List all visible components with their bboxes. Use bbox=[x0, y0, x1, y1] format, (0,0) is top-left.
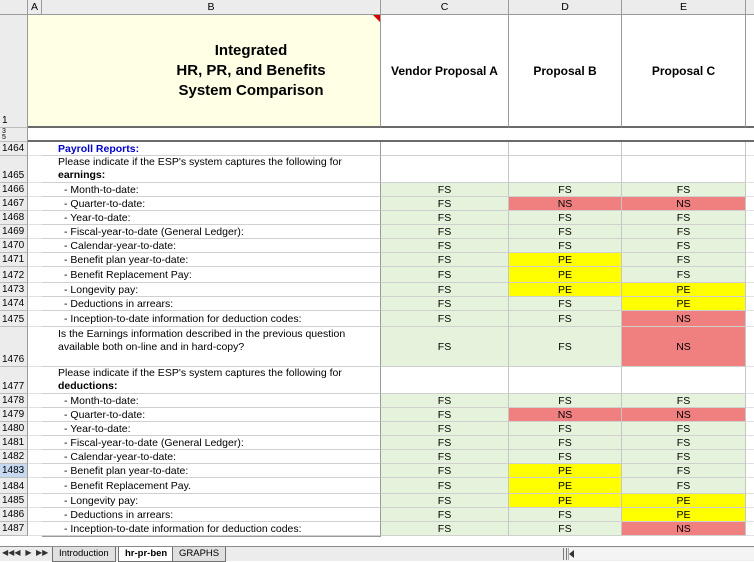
cell-f[interactable] bbox=[746, 508, 754, 522]
proposal-c-value[interactable]: FS bbox=[622, 183, 746, 197]
row-header[interactable]: 1480 bbox=[0, 422, 28, 436]
proposal-a-value[interactable]: FS bbox=[381, 478, 509, 494]
next-sheet-icon[interactable]: ▶ bbox=[25, 548, 32, 557]
report-title[interactable] bbox=[42, 15, 381, 128]
cell-a[interactable] bbox=[28, 408, 42, 422]
proposal-c-value[interactable]: FS bbox=[622, 211, 746, 225]
row-header-1[interactable]: 1 bbox=[0, 15, 28, 128]
row-header[interactable]: 1482 bbox=[0, 450, 28, 464]
row-header[interactable]: 1481 bbox=[0, 436, 28, 450]
cell-a[interactable] bbox=[28, 508, 42, 522]
cell-f[interactable] bbox=[746, 225, 754, 239]
question-cell[interactable]: - Deductions in arrears: bbox=[42, 508, 381, 522]
row-header[interactable]: 1487 bbox=[0, 522, 28, 536]
column-header-b[interactable]: B bbox=[42, 0, 381, 15]
cell-a1[interactable] bbox=[28, 15, 42, 128]
cell-a[interactable] bbox=[28, 267, 42, 283]
cell-f[interactable] bbox=[746, 267, 754, 283]
proposal-b-value[interactable]: FS bbox=[509, 239, 622, 253]
question-cell[interactable]: - Quarter-to-date: bbox=[42, 408, 381, 422]
question-cell[interactable]: - Year-to-date: bbox=[42, 422, 381, 436]
row-header[interactable]: 1476 bbox=[0, 327, 28, 367]
row-header[interactable]: 1466 bbox=[0, 183, 28, 197]
tab-introduction[interactable]: Introduction bbox=[52, 547, 116, 562]
question-cell[interactable]: - Year-to-date: bbox=[42, 211, 381, 225]
question-text: Please indicate if the ESP's system captures the following for bbox=[58, 367, 342, 379]
proposal-b-value[interactable]: FS bbox=[509, 211, 622, 225]
tab-hr-pr-ben[interactable]: hr-pr-ben bbox=[118, 547, 174, 562]
cell-f[interactable] bbox=[746, 478, 754, 494]
proposal-b-value[interactable]: PE bbox=[509, 494, 622, 508]
proposal-c-value[interactable]: FS bbox=[622, 225, 746, 239]
proposal-a-value[interactable]: FS bbox=[381, 436, 509, 450]
proposal-a-value[interactable]: FS bbox=[381, 450, 509, 464]
tab-graphs[interactable]: GRAPHS bbox=[172, 547, 226, 562]
proposal-c-header[interactable]: Proposal C bbox=[622, 15, 746, 128]
proposal-b-value[interactable]: FS bbox=[509, 422, 622, 436]
cell-a[interactable] bbox=[28, 197, 42, 211]
proposal-b-value[interactable] bbox=[509, 142, 622, 156]
title-line-2: HR, PR, and Benefits bbox=[176, 61, 326, 79]
cell-f[interactable] bbox=[746, 211, 754, 225]
proposal-a-value[interactable]: FS bbox=[381, 464, 509, 478]
cell-f[interactable] bbox=[746, 494, 754, 508]
cell-a[interactable] bbox=[28, 522, 42, 536]
proposal-a-header[interactable]: Vendor Proposal A bbox=[381, 15, 509, 128]
proposal-b-value[interactable]: FS bbox=[509, 394, 622, 408]
cell-a[interactable] bbox=[28, 156, 42, 183]
cell-f[interactable] bbox=[746, 422, 754, 436]
proposal-c-value[interactable]: PE bbox=[622, 508, 746, 522]
row-header[interactable]: 1473 bbox=[0, 283, 28, 297]
proposal-b-value[interactable]: NS bbox=[509, 408, 622, 422]
question-cell[interactable]: - Calendar-year-to-date: bbox=[42, 239, 381, 253]
question-cell[interactable]: - Benefit Replacement Pay: bbox=[42, 267, 381, 283]
cell-a[interactable] bbox=[28, 422, 42, 436]
row-header[interactable]: 1467 bbox=[0, 197, 28, 211]
proposal-b-value[interactable]: FS bbox=[509, 297, 622, 311]
proposal-b-value[interactable]: FS bbox=[509, 450, 622, 464]
cell-a[interactable] bbox=[28, 239, 42, 253]
question-text: Please indicate if the ESP's system captures the following for bbox=[58, 156, 342, 168]
row-header[interactable]: 1483 bbox=[0, 464, 28, 478]
cell-f[interactable] bbox=[746, 197, 754, 211]
cell-a[interactable] bbox=[28, 225, 42, 239]
column-header-d[interactable]: D bbox=[509, 0, 622, 15]
hidden-rows-divider bbox=[28, 128, 754, 142]
proposal-b-value[interactable]: FS bbox=[509, 225, 622, 239]
cell-a[interactable] bbox=[28, 211, 42, 225]
cell-a[interactable] bbox=[28, 283, 42, 297]
proposal-c-value[interactable]: FS bbox=[622, 253, 746, 267]
proposal-c-value[interactable]: NS bbox=[622, 522, 746, 536]
proposal-c-value[interactable] bbox=[622, 156, 746, 183]
row-header[interactable]: 1468 bbox=[0, 211, 28, 225]
cell-f[interactable] bbox=[746, 464, 754, 478]
row-header[interactable]: 1472 bbox=[0, 267, 28, 283]
question-cell[interactable]: - Quarter-to-date: bbox=[42, 197, 381, 211]
proposal-b-value[interactable]: FS bbox=[509, 436, 622, 450]
proposal-b-value[interactable]: FS bbox=[509, 327, 622, 367]
question-cell[interactable]: - Benefit plan year-to-date: bbox=[42, 464, 381, 478]
proposal-a-value[interactable] bbox=[381, 367, 509, 394]
proposal-c-value[interactable]: FS bbox=[622, 436, 746, 450]
question-cell[interactable]: - Fiscal-year-to-date (General Ledger): bbox=[42, 225, 381, 239]
column-header-e[interactable]: E bbox=[622, 0, 746, 15]
row-header[interactable]: 1470 bbox=[0, 239, 28, 253]
question-subject: earnings: bbox=[58, 169, 106, 181]
proposal-a-value[interactable] bbox=[381, 156, 509, 183]
proposal-b-value[interactable]: NS bbox=[509, 197, 622, 211]
proposal-a-value[interactable]: FS bbox=[381, 267, 509, 283]
proposal-a-value[interactable]: FS bbox=[381, 283, 509, 297]
proposal-b-value[interactable]: FS bbox=[509, 508, 622, 522]
proposal-b-value[interactable]: PE bbox=[509, 478, 622, 494]
cell-a[interactable] bbox=[28, 478, 42, 494]
proposal-c-value[interactable]: PE bbox=[622, 297, 746, 311]
row-header[interactable]: 1474 bbox=[0, 297, 28, 311]
proposal-b-value[interactable]: PE bbox=[509, 253, 622, 267]
column-header-c[interactable]: C bbox=[381, 0, 509, 15]
proposal-a-value[interactable]: FS bbox=[381, 239, 509, 253]
question-cell[interactable]: - Inception-to-date information for deduction codes: bbox=[42, 522, 381, 536]
last-sheet-icon[interactable]: ▶▶ bbox=[36, 548, 49, 557]
question-cell[interactable]: - Calendar-year-to-date: bbox=[42, 450, 381, 464]
question-subject: deductions: bbox=[58, 380, 118, 392]
cell-f1[interactable] bbox=[746, 15, 754, 128]
title-line-3: System Comparison bbox=[178, 81, 324, 99]
question-cell[interactable] bbox=[42, 156, 381, 183]
proposal-c-value[interactable] bbox=[622, 367, 746, 394]
proposal-c-value[interactable]: FS bbox=[622, 464, 746, 478]
proposal-a-value[interactable]: FS bbox=[381, 422, 509, 436]
cell-a[interactable] bbox=[28, 494, 42, 508]
cell-f[interactable] bbox=[746, 311, 754, 327]
cell-a[interactable] bbox=[28, 253, 42, 267]
proposal-c-value[interactable]: FS bbox=[622, 239, 746, 253]
cell-f[interactable] bbox=[746, 522, 754, 536]
proposal-c-value[interactable] bbox=[622, 142, 746, 156]
proposal-a-value[interactable]: FS bbox=[381, 253, 509, 267]
proposal-c-value[interactable]: NS bbox=[622, 311, 746, 327]
row-header[interactable]: 1465 bbox=[0, 156, 28, 183]
proposal-b-value[interactable]: PE bbox=[509, 283, 622, 297]
sheet-tab-bar bbox=[0, 546, 754, 561]
question-cell[interactable] bbox=[42, 367, 381, 394]
cell-a[interactable] bbox=[28, 367, 42, 394]
proposal-b-value[interactable]: FS bbox=[509, 522, 622, 536]
proposal-a-value[interactable]: FS bbox=[381, 327, 509, 367]
cell-f[interactable] bbox=[746, 297, 754, 311]
cell-a[interactable] bbox=[28, 394, 42, 408]
cell-f[interactable] bbox=[746, 253, 754, 267]
first-sheet-icon[interactable]: ◀◀ bbox=[2, 548, 15, 557]
proposal-c-value[interactable]: NS bbox=[622, 408, 746, 422]
row-header[interactable]: 1469 bbox=[0, 225, 28, 239]
cell-f[interactable] bbox=[746, 142, 754, 156]
proposal-b-value[interactable]: FS bbox=[509, 183, 622, 197]
proposal-a-value[interactable]: FS bbox=[381, 225, 509, 239]
proposal-a-value[interactable]: FS bbox=[381, 297, 509, 311]
cell-f[interactable] bbox=[746, 283, 754, 297]
proposal-c-value[interactable]: NS bbox=[622, 197, 746, 211]
question-cell[interactable]: - Longevity pay: bbox=[42, 283, 381, 297]
cell-f[interactable] bbox=[746, 436, 754, 450]
proposal-a-value[interactable]: FS bbox=[381, 183, 509, 197]
row-header[interactable]: 1475 bbox=[0, 311, 28, 327]
proposal-c-value[interactable]: FS bbox=[622, 422, 746, 436]
proposal-b-value[interactable]: PE bbox=[509, 464, 622, 478]
row-header[interactable]: 1478 bbox=[0, 394, 28, 408]
cell-a[interactable] bbox=[28, 142, 42, 156]
cell-a[interactable] bbox=[28, 297, 42, 311]
row-header[interactable]: 1479 bbox=[0, 408, 28, 422]
column-header-f[interactable] bbox=[746, 0, 754, 15]
proposal-b-value[interactable]: FS bbox=[509, 311, 622, 327]
proposal-a-value[interactable]: FS bbox=[381, 408, 509, 422]
title-line-1: Integrated bbox=[214, 41, 288, 59]
cell-a[interactable] bbox=[28, 327, 42, 367]
proposal-a-value[interactable]: FS bbox=[381, 211, 509, 225]
comment-indicator bbox=[373, 15, 380, 22]
cell-a[interactable] bbox=[28, 311, 42, 327]
row-header[interactable]: 1477 bbox=[0, 367, 28, 394]
proposal-a-value[interactable] bbox=[381, 142, 509, 156]
question-cell[interactable]: - Fiscal-year-to-date (General Ledger): bbox=[42, 436, 381, 450]
prev-sheet-icon[interactable]: ◀ bbox=[14, 548, 21, 557]
proposal-a-value[interactable]: FS bbox=[381, 197, 509, 211]
proposal-a-value[interactable]: FS bbox=[381, 394, 509, 408]
question-cell[interactable]: - Month-to-date: bbox=[42, 394, 381, 408]
cell-f[interactable] bbox=[746, 156, 754, 183]
proposal-c-value[interactable]: NS bbox=[622, 327, 746, 367]
row-header[interactable]: 1464 bbox=[0, 142, 28, 156]
tab-scroll-splitter[interactable] bbox=[563, 548, 567, 560]
cell-f[interactable] bbox=[746, 408, 754, 422]
section-heading[interactable]: Payroll Reports: bbox=[42, 142, 381, 156]
proposal-c-value[interactable]: PE bbox=[622, 283, 746, 297]
question-cell[interactable]: - Longevity pay: bbox=[42, 494, 381, 508]
cell-f[interactable] bbox=[746, 183, 754, 197]
question-cell[interactable]: - Deductions in arrears: bbox=[42, 297, 381, 311]
proposal-a-value[interactable]: FS bbox=[381, 508, 509, 522]
cell-f[interactable] bbox=[746, 239, 754, 253]
row-header[interactable]: 1485 bbox=[0, 494, 28, 508]
question-cell[interactable]: - Benefit plan year-to-date: bbox=[42, 253, 381, 267]
scroll-left-icon[interactable] bbox=[569, 550, 574, 558]
hidden-rows-marker[interactable]: 3 5 bbox=[0, 128, 28, 142]
row-header[interactable]: 1486 bbox=[0, 508, 28, 522]
proposal-c-value[interactable]: FS bbox=[622, 394, 746, 408]
proposal-a-value[interactable]: FS bbox=[381, 522, 509, 536]
question-cell[interactable]: Is the Earnings information described in the previous question available both on-line and in hard-copy? bbox=[42, 327, 381, 367]
row-header[interactable]: 1471 bbox=[0, 253, 28, 267]
cell-a[interactable] bbox=[28, 464, 42, 478]
proposal-c-value[interactable]: PE bbox=[622, 494, 746, 508]
proposal-b-value[interactable]: PE bbox=[509, 267, 622, 283]
proposal-b-value[interactable] bbox=[509, 367, 622, 394]
cell-a[interactable] bbox=[28, 436, 42, 450]
proposal-a-value[interactable]: FS bbox=[381, 494, 509, 508]
proposal-c-value[interactable]: FS bbox=[622, 267, 746, 283]
select-all-corner[interactable] bbox=[0, 0, 28, 15]
question-cell[interactable]: - Inception-to-date information for deduction codes: bbox=[42, 311, 381, 327]
proposal-b-header[interactable]: Proposal B bbox=[509, 15, 622, 128]
question-cell[interactable]: - Month-to-date: bbox=[42, 183, 381, 197]
row-divider bbox=[42, 536, 381, 538]
question-cell[interactable]: - Benefit Replacement Pay. bbox=[42, 478, 381, 494]
proposal-a-value[interactable]: FS bbox=[381, 311, 509, 327]
proposal-c-value[interactable]: FS bbox=[622, 450, 746, 464]
row-header[interactable]: 1484 bbox=[0, 478, 28, 494]
column-header-a[interactable]: A bbox=[28, 0, 42, 15]
cell-f[interactable] bbox=[746, 367, 754, 394]
cell-a[interactable] bbox=[28, 183, 42, 197]
cell-a[interactable] bbox=[28, 450, 42, 464]
cell-f[interactable] bbox=[746, 327, 754, 367]
cell-f[interactable] bbox=[746, 450, 754, 464]
horizontal-scrollbar[interactable] bbox=[568, 548, 754, 560]
cell-f[interactable] bbox=[746, 394, 754, 408]
proposal-c-value[interactable]: FS bbox=[622, 478, 746, 494]
proposal-b-value[interactable] bbox=[509, 156, 622, 183]
